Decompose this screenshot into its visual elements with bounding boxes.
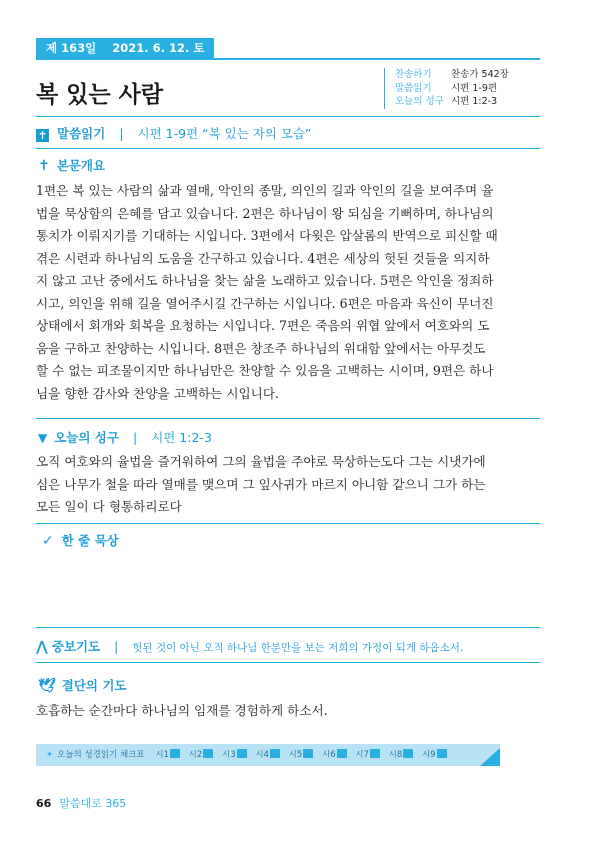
verse-line: 오직 여호와의 율법을 즐거워하여 그의 율법을 주야로 묵상하는도다 그는 시냇가에 (36, 454, 486, 469)
check-item[interactable]: 시8 (389, 744, 414, 766)
overview-line: 1편은 복 있는 사람의 삶과 열매, 악인의 종말, 의인의 길과 악인의 길을 보여주며 율 (36, 183, 494, 198)
cross-box-icon: ✝ (37, 129, 48, 142)
hymn-label: 찬송하기 (395, 69, 432, 80)
page-title: 복 있는 사람 (36, 82, 164, 108)
divider (36, 523, 540, 524)
resolution-text: 호흡하는 순간마다 하나님의 임재를 경험하게 하소서. (36, 703, 328, 718)
page-corner-fold (480, 744, 500, 768)
checkbox[interactable] (237, 749, 247, 758)
overview-line: 시고, 의인을 위해 길을 열어주시길 간구하는 시입니다. 6편은 마음과 육신이 무너진 (36, 295, 494, 311)
separator: | (132, 430, 138, 445)
meditation-heading-row (42, 531, 119, 549)
checkbox[interactable] (437, 749, 447, 758)
footer (36, 795, 126, 811)
reading-checklist (36, 744, 500, 766)
divider (36, 148, 540, 149)
check-item[interactable]: 시4 (255, 744, 280, 766)
reading-info (384, 68, 509, 109)
verse-row (395, 95, 509, 109)
verse-body (36, 451, 540, 519)
intercession-row (36, 637, 463, 655)
date-tab (36, 38, 214, 58)
reading-label: 말씀읽기 (395, 82, 432, 94)
overview-line: 움을 구하고 찬양하는 시입니다. 8편은 창조주 하나님의 위대함 앞에서는 아무것도 (36, 340, 486, 356)
hymn-value: 찬송가 542장 (451, 69, 509, 80)
check-item[interactable]: 시6 (322, 744, 347, 766)
divider (36, 662, 540, 663)
checkbox[interactable] (303, 749, 313, 758)
check-item[interactable]: 시9 (422, 744, 447, 766)
resolution-heading-row (38, 676, 127, 694)
checkbox[interactable] (403, 749, 413, 758)
intercession-text: 헛된 것이 아닌 오직 하나님 한분만을 보는 저희의 가정이 되게 하옵소서. (132, 642, 464, 654)
check-item[interactable]: 시7 (355, 744, 380, 766)
overview-heading-row (38, 156, 105, 174)
check-icon: ✓ (42, 533, 54, 549)
verse-line: 심은 나무가 철을 따라 열매를 맺으며 그 잎사귀가 마르지 아니함 같으니 그가 하는 (36, 476, 486, 492)
lamp-icon: ▼ (38, 431, 48, 445)
check-item[interactable]: 시3 (222, 744, 247, 766)
reading-section-heading (36, 124, 312, 142)
checkbox[interactable] (370, 749, 380, 758)
cross-icon: ✝ (38, 158, 50, 174)
reading-value: 시편 1-9편 (451, 82, 498, 94)
date-label: 2021. 6. 12. 토 (112, 41, 205, 55)
overview-body (36, 180, 540, 405)
overview-line: 통치가 이뤄지기를 기대하는 시입니다. 3편에서 다윗은 압살롬의 반역으로 피신할 때 (36, 228, 498, 243)
verse-section-heading (38, 428, 212, 446)
overview-heading: 본문개요 (56, 158, 106, 173)
checkbox[interactable] (170, 749, 180, 758)
divider (36, 116, 540, 117)
separator: | (119, 126, 124, 141)
reading-row (395, 82, 509, 96)
dove-icon: 🕊 (38, 678, 56, 694)
checkbox[interactable] (270, 749, 280, 758)
praying-hands-icon: ⋀ (36, 639, 48, 655)
divider (36, 627, 540, 628)
hymn-row (395, 68, 509, 82)
overview-line: 할 수 없는 피조물이지만 하나님만은 찬양할 수 있음을 고백하는 시이며, 9편은 하나 (36, 363, 494, 378)
overview-line: 법을 묵상함의 은혜를 담고 있습니다. 2편은 하나님이 왕 되심을 기뻐하며, 하나님의 (36, 205, 494, 221)
overview-line: 상태에서 회개와 회복을 요청하는 시입니다. 7편은 죽음의 위협 앞에서 여호와의 도 (36, 318, 490, 333)
verse-label: 오늘의 성구 (395, 96, 444, 107)
check-item[interactable]: 시2 (189, 744, 214, 766)
verse-line: 모든 일이 다 형통하리로다 (36, 499, 182, 514)
overview-line: 겪은 시련과 하나님의 도움을 간구하고 있습니다. 4편은 세상의 헛된 것들을 의지하 (36, 250, 490, 266)
book-title: 말씀대로 365 (59, 797, 127, 810)
intercession-heading: 중보기도 (51, 639, 101, 654)
check-item[interactable]: 시5 (289, 744, 314, 766)
separator: | (114, 639, 119, 654)
day-label: 제 163일 (46, 41, 97, 55)
overview-line: 님을 향한 감사와 찬양을 고백하는 시입니다. (36, 385, 279, 401)
verse-ref: 시편 1:2-3 (151, 430, 212, 445)
header-rule (36, 58, 540, 60)
reading-subtitle: 시편 1-9편 “복 있는 자의 모습” (137, 126, 312, 141)
diamond-icon: ✦ (46, 750, 54, 760)
checkbox[interactable] (337, 749, 347, 758)
overview-line: 지 않고 고난 중에서도 하나님을 찾는 삶을 노래하고 있습니다. 5편은 악인을 정죄하 (36, 273, 494, 288)
divider (36, 418, 540, 419)
page-number: 66 (36, 797, 52, 810)
checklist-label: 오늘의 성경읽기 체크표 (57, 750, 145, 760)
verse-value: 시편 1:2-3 (451, 96, 498, 107)
verse-heading: 오늘의 성구 (54, 430, 119, 445)
resolution-heading: 결단의 기도 (61, 678, 127, 693)
meditation-heading: 한 줄 묵상 (61, 533, 119, 548)
checkbox[interactable] (203, 749, 213, 758)
reading-heading: 말씀읽기 (57, 126, 106, 141)
check-item[interactable]: 시1 (155, 744, 180, 766)
